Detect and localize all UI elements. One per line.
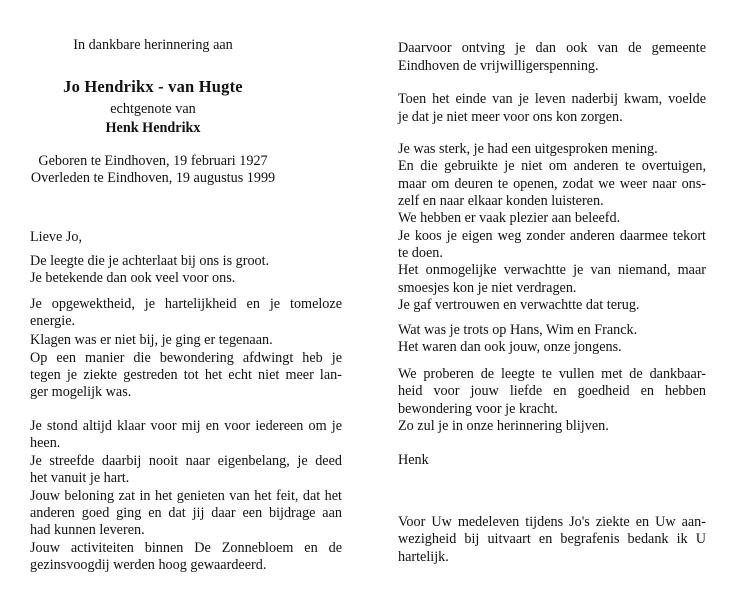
text-line: Je streefde daarbij nooit naar eigenbelang, je deed: [30, 453, 342, 469]
text-line: Lieve Jo,: [30, 229, 83, 245]
deceased-name: Jo Hendrikx - van Hugte: [63, 77, 243, 96]
text-line: Je opgewektheid, je hartelijkheid en je tomeloze: [30, 296, 342, 312]
text-line: heen.: [30, 435, 61, 451]
spouse-label: echtgenote van: [110, 101, 196, 117]
text-line: En die gebruikte je niet om anderen te overtuigen,: [398, 158, 706, 174]
text-line: Je gaf vertrouwen en verwachtte dat terug.: [398, 297, 640, 313]
text-line: Jouw activiteiten binnen De Zonnebloem en de: [30, 540, 342, 556]
text-line: Eindhoven de vrijwilligerspenning.: [398, 58, 599, 74]
text-line: Zo zul je in onze herinnering blijven.: [398, 418, 609, 434]
text-line: heid voor jouw liefde en goedheid en hebben: [398, 383, 706, 399]
text-line: Het waren dan ook jouw, onze jongens.: [398, 339, 622, 355]
text-line: gezinsvoogdij werden hoog gewaardeerd.: [30, 557, 267, 573]
text-line: Je betekende dan ook veel voor ons.: [30, 270, 236, 286]
text-line: Je was sterk, je had een uitgesproken mening.: [398, 141, 658, 157]
text-line: Henk: [398, 452, 429, 468]
text-line: Jouw beloning zat in het genieten van het feit, dat het: [30, 488, 342, 504]
text-line: het vanuit je hart.: [30, 470, 130, 486]
birth-date: Geboren te Eindhoven, 19 februari 1927: [38, 153, 268, 169]
text-line: zelf en naar elkaar konden luisteren.: [398, 193, 604, 209]
text-line: Klagen was er niet bij, je ging er tegenaan.: [30, 332, 273, 348]
text-line: We proberen de leegte te vullen met de dankbaar-: [398, 366, 706, 382]
text-line: had kunnen leveren.: [30, 522, 145, 538]
text-line: energie.: [30, 313, 76, 329]
text-line: hartelijk.: [398, 549, 449, 565]
text-line: tegen je ziekte gestreden tot het echt niet meer lan-: [30, 367, 342, 383]
text-line: bewondering voor je kracht.: [398, 401, 558, 417]
text-line: ger mogelijk was.: [30, 384, 132, 400]
spouse-name: Henk Hendrikx: [105, 120, 201, 136]
text-line: te doen.: [398, 245, 443, 261]
text-line: De leegte die je achterlaat bij ons is groot.: [30, 253, 270, 269]
text-line: anderen goed ging en dat jij daar een bijdrage aan: [30, 505, 342, 521]
text-line: Je koos je eigen weg zonder anderen daarmee tekort: [398, 228, 706, 244]
text-line: Toen het einde van je leven naderbij kwam, voelde: [398, 91, 706, 107]
text-line: Het onmogelijke verwachtte je van niemand, maar: [398, 262, 706, 278]
text-line: Op een manier die bewondering afdwingt heb je: [30, 350, 342, 366]
text-line: Daarvoor ontving je dan ook van de gemeente: [398, 40, 706, 56]
text-line: smoesjes kon je niet verdragen.: [398, 280, 577, 296]
text-line: Voor Uw medeleven tijdens Jo's ziekte en Uw aan-: [398, 514, 706, 530]
text-line: maar om deuren te openen, zodat we weer naar ons-: [398, 176, 706, 192]
intro-text: In dankbare herinnering aan: [73, 37, 233, 53]
death-date: Overleden te Eindhoven, 19 augustus 1999: [30, 170, 276, 186]
text-line: Wat was je trots op Hans, Wim en Franck.: [398, 322, 638, 338]
text-line: We hebben er vaak plezier aan beleefd.: [398, 210, 621, 226]
text-line: Je stond altijd klaar voor mij en voor iedereen om je: [30, 418, 342, 434]
text-line: wezigheid bij uitvaart en begrafenis bedank ik U: [398, 531, 706, 547]
text-line: je dat je niet meer voor ons kon zorgen.: [398, 109, 623, 125]
